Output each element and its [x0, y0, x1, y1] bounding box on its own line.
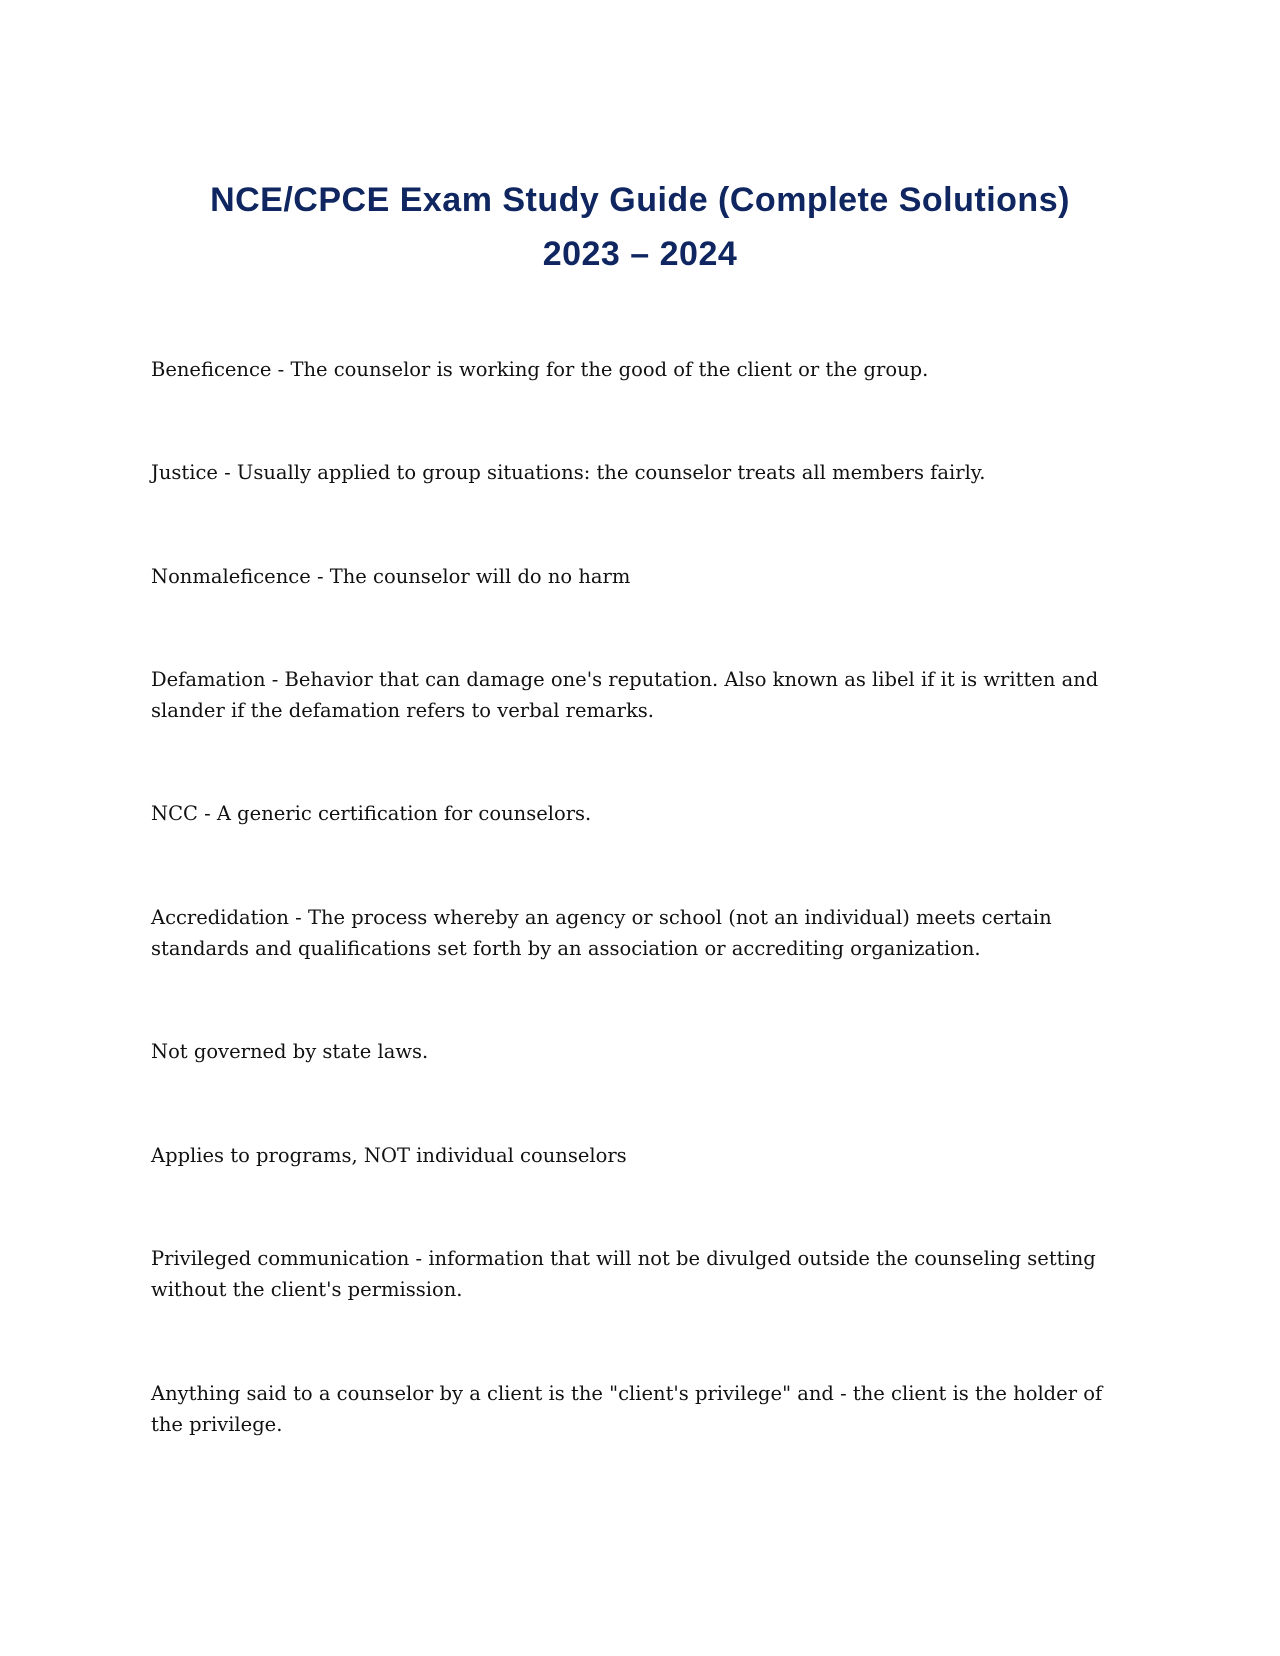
- title-line-2: 2023 – 2024: [542, 234, 738, 273]
- entry-defamation: Defamation - Behavior that can damage one's reputation. Also known as libel if it is written and slander if the defamation refers to verbal remarks.: [151, 668, 1099, 722]
- entry-beneficence: Beneficence - The counselor is working for the good of the client or the group.: [151, 358, 929, 381]
- entry-privileged-communication: Privileged communication - information that will not be divulged outside the counseling setting without the client's permission.: [151, 1247, 1096, 1301]
- page-title: [0, 173, 1280, 281]
- title-line-1: NCE/CPCE Exam Study Guide (Complete Solutions): [210, 180, 1070, 219]
- entry-state-laws: Not governed by state laws.: [151, 1040, 429, 1063]
- entry-justice: Justice - Usually applied to group situations: the counselor treats all members fairly.: [151, 461, 986, 484]
- entry-ncc: NCC - A generic certification for counselors.: [151, 802, 592, 825]
- entry-nonmaleficence: Nonmaleficence - The counselor will do no harm: [151, 565, 631, 588]
- entry-accreditation: Accredidation - The process whereby an agency or school (not an individual) meets certain standards and qualifications set forth by an association or accrediting organization.: [151, 906, 1052, 960]
- entry-programs: Applies to programs, NOT individual counselors: [151, 1144, 627, 1167]
- entry-clients-privilege: Anything said to a counselor by a client is the "client's privilege" and - the client is the holder of the privilege.: [151, 1382, 1103, 1436]
